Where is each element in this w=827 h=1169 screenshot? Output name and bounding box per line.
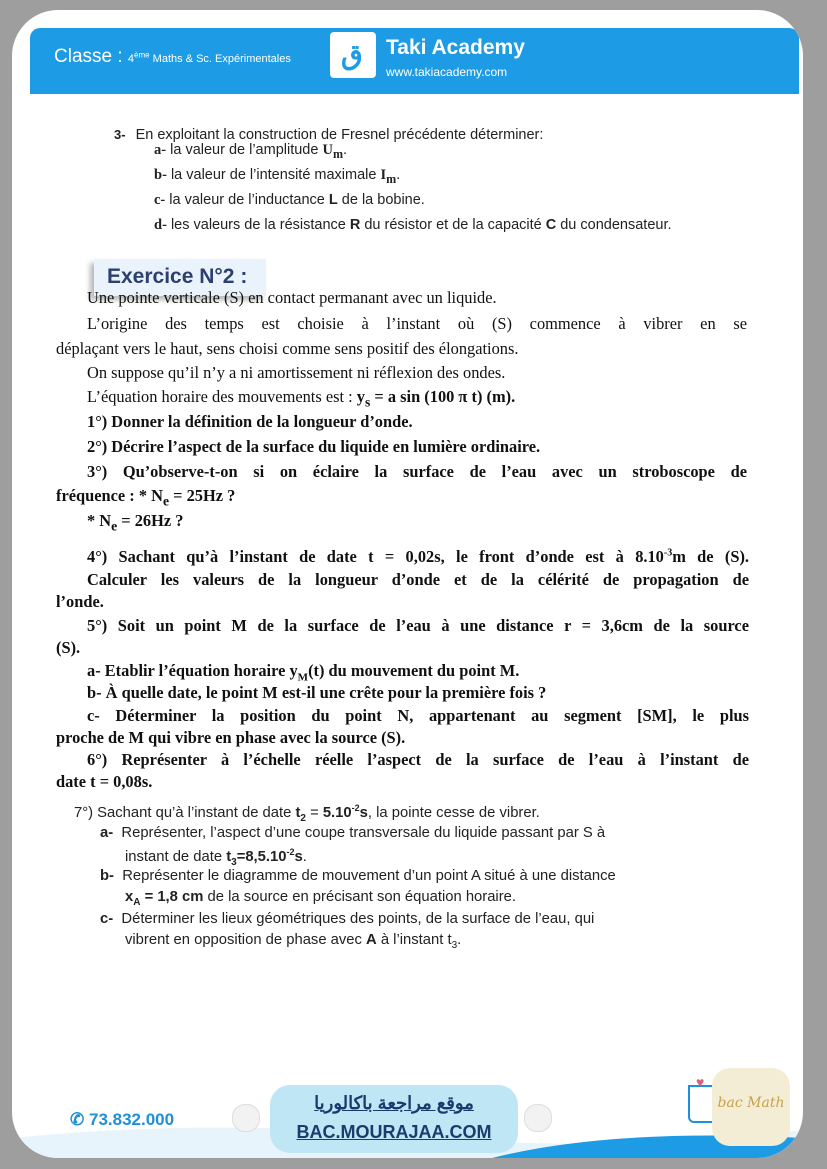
taki-logo-icon: ق: [330, 32, 376, 78]
phone-number[interactable]: ✆ 73.832.000: [70, 1110, 175, 1129]
question-2: 2°) Décrire l’aspect de la surface du liquide en lumière ordinaire.: [87, 437, 541, 456]
question-7b-line2: $x_A = 1,8$ cm de la source en précisant son équation horaire.: [125, 889, 516, 908]
question-1: 1°) Donner la définition de la longueur d’onde.: [87, 412, 413, 431]
question-3c: c- la valeur de l’inductance L de la bobine.: [154, 192, 425, 208]
ex-line-4: On suppose qu’il n’y a ni amortissement ni réflexion des ondes.: [87, 363, 506, 382]
question-5b: b- À quelle date, le point M est-il une crête pour la première fois ?: [87, 683, 547, 702]
question-7a-line2: instant de date $t_3=8,5.10^{-2}s$.: [125, 847, 307, 868]
ex-equation-line: L’équation horaire des mouvements est : $y_s = a$ sin (100 π t) (m).: [87, 387, 516, 410]
question-7a: a- Représenter, l’aspect d’une coupe transversale du liquide passant par S à: [100, 825, 606, 841]
small-logo-icon: [524, 1104, 552, 1132]
question-7b: b- Représenter le diagramme de mouvement d’un point A situé à une distance: [100, 868, 616, 884]
question-3b: b- la valeur de l’intensité maximale $I_m$.: [154, 167, 401, 186]
question-3: 3- En exploitant la construction de Fresnel précédente déterminer:: [114, 127, 544, 143]
brand-url[interactable]: www.takiacademy.com: [386, 65, 508, 79]
ex-line-3: déplaçant vers le haut, sens choisi comme sens positif des élongations.: [56, 339, 519, 358]
document-page: [12, 10, 803, 1158]
heart-icon: ♥: [696, 1074, 705, 1090]
question-3-strobe: 3°) Qu’observe-t-on si on éclaire la surface de l’eau avec un stroboscope de: [87, 462, 747, 481]
ex-line-1: Une pointe verticale (S) en contact permanant avec un liquide.: [87, 288, 497, 307]
question-3a: a- la valeur de l’amplitude $U_m$.: [154, 142, 348, 161]
question-6-line2: date t = 0,08s.: [56, 772, 153, 791]
question-4-line2: Calculer les valeurs de la longueur d’onde et de la célérité de propagation de: [87, 570, 749, 589]
phone-icon: ✆: [70, 1110, 85, 1129]
question-5c: c- Déterminer la position du point N, appartenant au segment [SM], le plus: [87, 706, 749, 725]
question-7c: c- Déterminer les lieux géométriques des points, de la surface de l’eau, qui: [100, 911, 595, 927]
exercise-title: Exercice N°2 :: [94, 259, 266, 296]
question-4: 4°) Sachant qu’à l’instant de date t = 0,02s, le front d’onde est à $8.10^{-3}m$ de (S).: [87, 547, 750, 566]
question-3d: d- les valeurs de la résistance R du résistor et de la capacité C du condensateur.: [154, 217, 672, 233]
strobe-freq-1: fréquence : * $N_e = 25Hz$ ?: [56, 486, 236, 509]
strobe-freq-2: * $N_e = 26Hz$ ?: [87, 511, 184, 534]
site-badge[interactable]: [270, 1085, 518, 1153]
brand-name: Taki Academy: [386, 36, 525, 59]
ex-line-2: L’origine des temps est choisie à l’instant où (S) commence à vibrer en se: [87, 314, 747, 333]
small-logo-icon: [232, 1104, 260, 1132]
question-7c-line2: vibrent en opposition de phase avec A à l’instant $t_3$.: [125, 932, 462, 951]
class-level: Classe : 4ème Maths & Sc. Expérimentales: [54, 46, 291, 67]
header-bar: [30, 28, 799, 94]
question-5: 5°) Soit un point M de la surface de l’eau à une distance r = 3,6cm de la source: [87, 616, 749, 635]
question-6: 6°) Représenter à l’échelle réelle l’aspect de la surface de l’eau à l’instant de: [87, 750, 749, 769]
question-7: 7°) Sachant qu’à l’instant de date $t_2 = 5.10^{-2}s$, la pointe cesse de vibrer.: [74, 803, 540, 824]
question-4-line3: l’onde.: [56, 592, 104, 611]
question-5c-line2: proche de M qui vibre en phase avec la source (S).: [56, 728, 406, 747]
arabic-site-label: موقع مراجعة باكالوريا: [314, 1093, 474, 1113]
question-5a: a- Etablir l’équation horaire $y_M(t)$ du mouvement du point M.: [87, 661, 520, 684]
site-url[interactable]: BAC.MOURAJAA.COM: [296, 1122, 492, 1142]
bac-math-logo: bac Math: [712, 1068, 790, 1146]
question-5-line2: (S).: [56, 638, 81, 657]
